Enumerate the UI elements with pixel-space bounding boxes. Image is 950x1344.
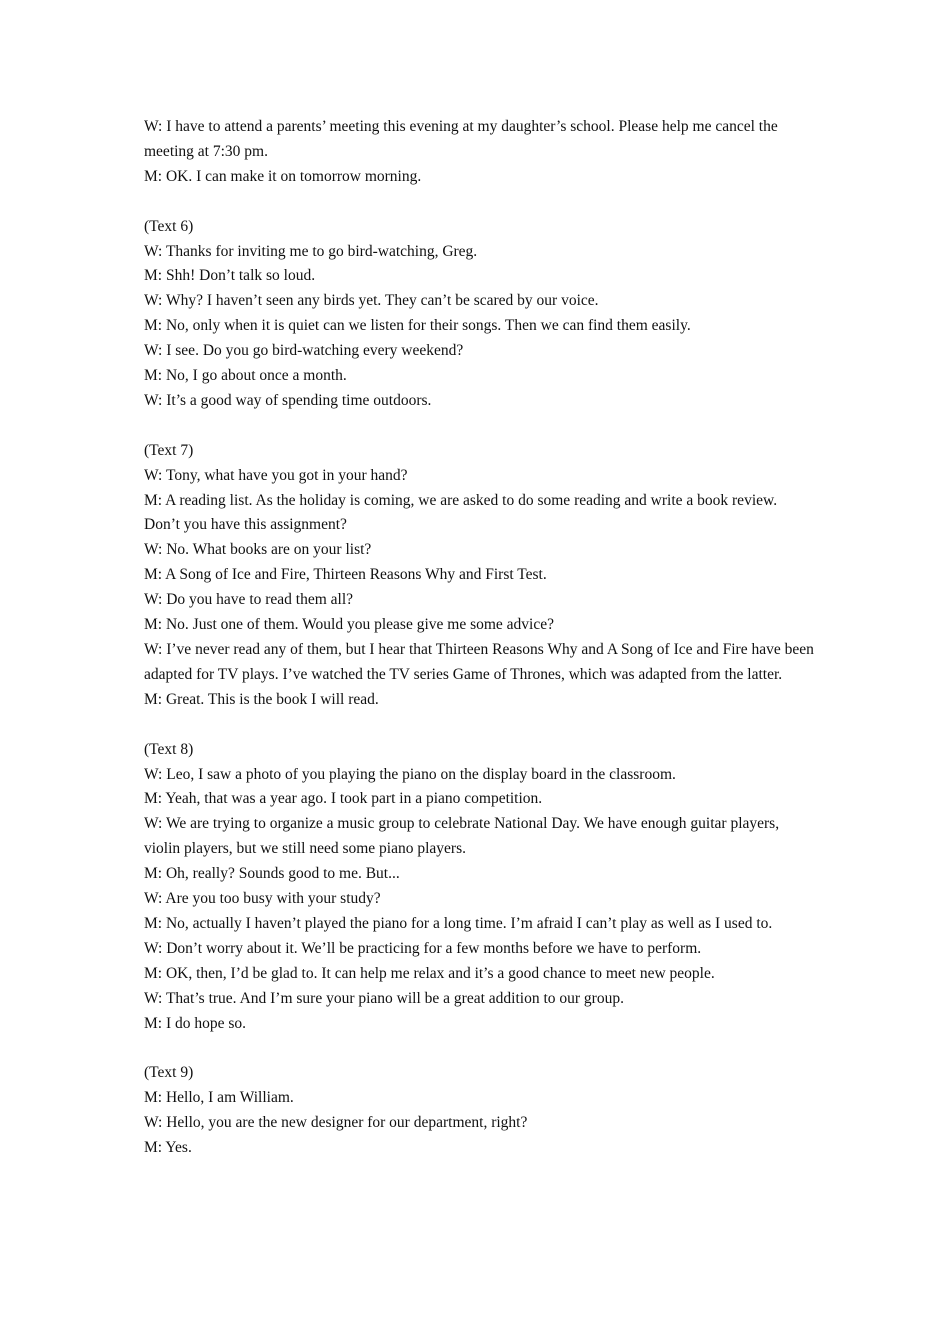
dialogue-line: M: A Song of Ice and Fire, Thirteen Reasons Why and First Test. (144, 566, 547, 584)
dialogue-line: M: Great. This is the book I will read. (144, 690, 379, 708)
dialogue-line: W: I’ve never read any of them, but I hear that Thirteen Reasons Why and A Song of Ice and Fire have been adapted for TV plays. I’ve watched the TV series Game of Thrones, which was adapted from the latter. (144, 641, 814, 683)
dialogue-line: M: No, I go about once a month. (144, 367, 347, 385)
dialogue-line: W: Leo, I saw a photo of you playing the piano on the display board in the classroom. (144, 765, 676, 783)
dialogue-line: W: We are trying to organize a music group to celebrate National Day. We have enough guitar players, violin players, but we still need some piano players. (144, 815, 780, 858)
dialogue-line: W: Do you have to read them all? (144, 591, 354, 609)
dialogue-line: M: OK. I can make it on tomorrow morning. (144, 167, 422, 185)
dialogue-line: W: Are you too busy with your study? (144, 890, 381, 908)
transcript-body (144, 115, 816, 1161)
section-spacer (144, 1036, 816, 1061)
dialogue-line: M: No. Just one of them. Would you please give me some advice? (144, 616, 554, 634)
dialogue-line: M: No, only when it is quiet can we listen for their songs. Then we can find them easily. (144, 317, 691, 335)
dialogue-line: W: That’s true. And I’m sure your piano will be a great addition to our group. (144, 989, 624, 1007)
dialogue-line: M: Oh, really? Sounds good to me. But... (144, 865, 400, 883)
dialogue-line: W: Thanks for inviting me to go bird-watching, Greg. (144, 242, 478, 260)
dialogue-line: M: Yes. (144, 1139, 192, 1157)
dialogue-line: W: Tony, what have you got in your hand? (144, 466, 408, 484)
dialogue-line: W: Hello, you are the new designer for our department, right? (144, 1114, 528, 1132)
section-spacer (144, 414, 816, 439)
dialogue-line: M: Hello, I am William. (144, 1089, 294, 1107)
dialogue-line: M: A reading list. As the holiday is coming, we are asked to do some reading and write a book review. Don’t you have this assignment? (144, 491, 778, 534)
section-heading-text-8: (Text 8) (144, 740, 194, 758)
section-heading-text-9: (Text 9) (144, 1064, 194, 1082)
dialogue-line: M: No, actually I haven’t played the piano for a long time. I’m afraid I can’t play as well as I used to. (144, 914, 773, 932)
dialogue-line: M: Shh! Don’t talk so loud. (144, 267, 316, 285)
dialogue-line: M: OK, then, I’d be glad to. It can help me relax and it’s a good chance to meet new people. (144, 964, 715, 982)
dialogue-line: W: Don’t worry about it. We’ll be practicing for a few months before we have to perform. (144, 939, 702, 957)
dialogue-line: W: I have to attend a parents’ meeting this evening at my daughter’s school. Please help me cancel the meeting at 7:30 pm. (144, 118, 778, 160)
section-spacer (144, 713, 816, 738)
dialogue-line: W: No. What books are on your list? (144, 541, 372, 559)
section-heading-text-7: (Text 7) (144, 441, 194, 459)
section-spacer (144, 190, 816, 215)
dialogue-line: W: Why? I haven’t seen any birds yet. They can’t be scared by our voice. (144, 292, 599, 310)
dialogue-line: W: It’s a good way of spending time outdoors. (144, 391, 432, 409)
dialogue-line: W: I see. Do you go bird-watching every weekend? (144, 342, 464, 360)
dialogue-line: M: I do hope so. (144, 1014, 247, 1032)
section-heading-text-6: (Text 6) (144, 217, 194, 235)
dialogue-line: M: Yeah, that was a year ago. I took part in a piano competition. (144, 790, 543, 808)
